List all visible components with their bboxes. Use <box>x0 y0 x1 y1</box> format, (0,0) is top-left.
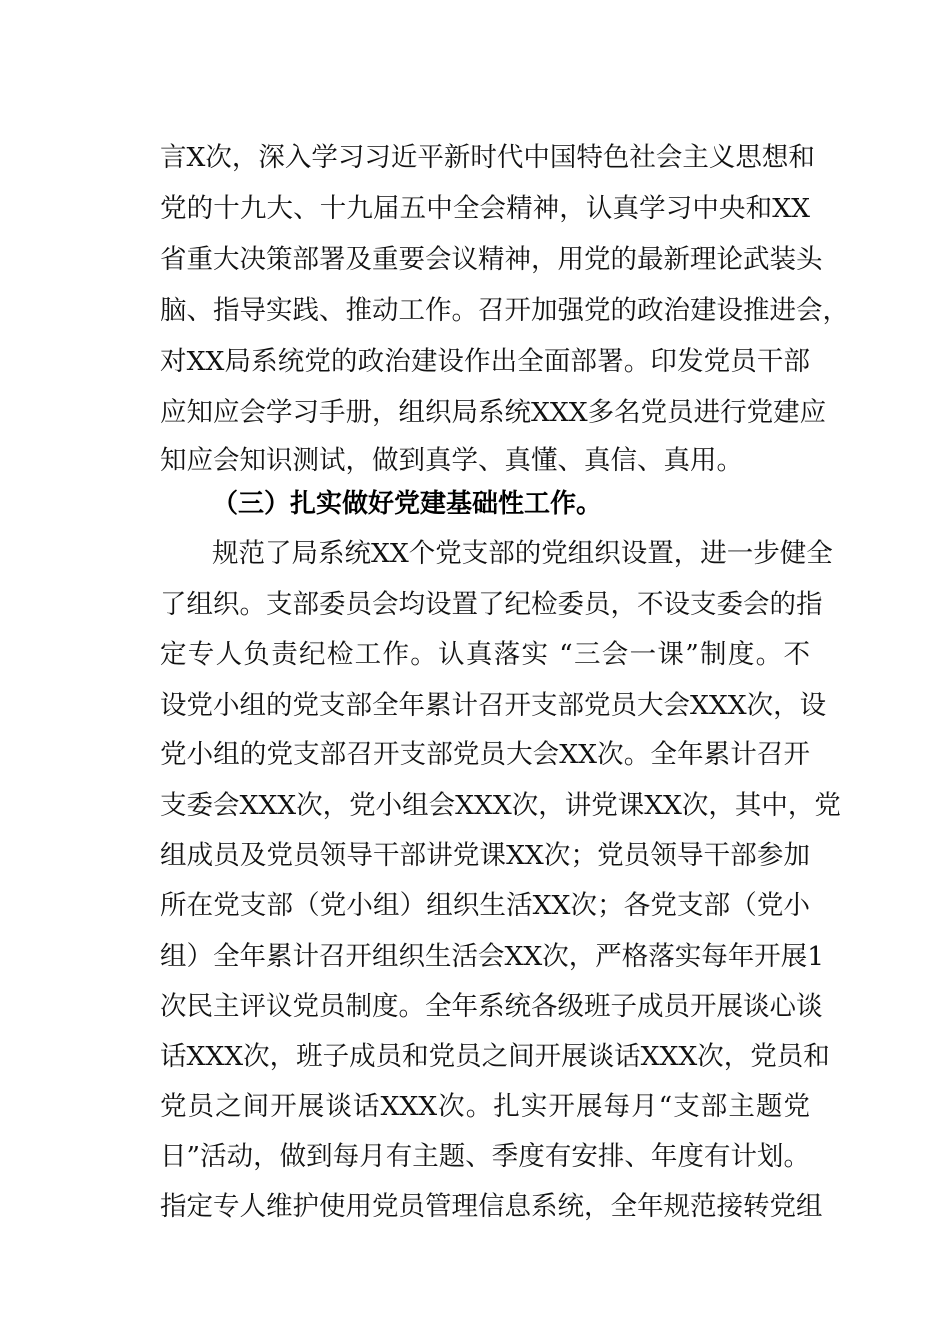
paragraph-line: 指定专人维护使用党员管理信息系统，全年规范接转党组 <box>160 1191 823 1222</box>
paragraph-line: 次民主评议党员制度。全年系统各级班子成员开展谈心谈 <box>160 991 823 1022</box>
section-heading: （三）扎实做好党建基础性工作。 <box>212 489 603 519</box>
paragraph-line: 所在党支部（党小组）组织生活XX次；各党支部（党小 <box>160 890 810 921</box>
paragraph-line: 组成员及党员领导干部讲党课XX次；党员领导干部参加 <box>160 840 810 871</box>
paragraph-line: 言X次，深入学习习近平新时代中国特色社会主义思想和 <box>160 142 815 173</box>
paragraph-line: 话XXX次，班子成员和党员之间开展谈话XXX次，党员和 <box>160 1041 830 1072</box>
paragraph-line: 党的十九大、十九届五中全会精神，认真学习中央和XX <box>160 193 810 224</box>
paragraph-line: 支委会XXX次，党小组会XXX次，讲党课XX次，其中，党 <box>160 790 841 821</box>
paragraph-line: 日”活动，做到每月有主题、季度有安排、年度有计划。 <box>160 1141 810 1172</box>
paragraph-line: 对XX局系统党的政治建设作出全面部署。印发党员干部 <box>160 346 810 377</box>
paragraph-line: 设党小组的党支部全年累计召开支部党员大会XXX次，设 <box>160 690 827 721</box>
paragraph-line: 知应会知识测试，做到真学、真懂、真信、真用。 <box>160 445 743 476</box>
paragraph-line: 定专人负责纪检工作。认真落实 “三会一课”制度。不 <box>160 639 810 670</box>
paragraph-line: 党员之间开展谈话XXX次。扎实开展每月“支部主题党 <box>160 1091 810 1122</box>
paragraph-line: 党小组的党支部召开支部党员大会XX次。全年累计召开 <box>160 739 810 770</box>
paragraph-line: 应知应会学习手册，组织局系统XXX多名党员进行党建应 <box>160 397 827 428</box>
paragraph-line: 脑、指导实践、推动工作。召开加强党的政治建设推进会， <box>160 295 849 326</box>
paragraph-line: 组）全年累计召开组织生活会XX次，严格落实每年开展1 <box>160 941 825 972</box>
paragraph-line: 了组织。支部委员会均设置了纪检委员，不设支委会的指 <box>160 589 823 620</box>
paragraph-line: 省重大决策部署及重要会议精神，用党的最新理论武装头 <box>160 244 823 275</box>
paragraph-line: 规范了局系统XX个党支部的党组织设置，进一步健全 <box>212 538 833 569</box>
